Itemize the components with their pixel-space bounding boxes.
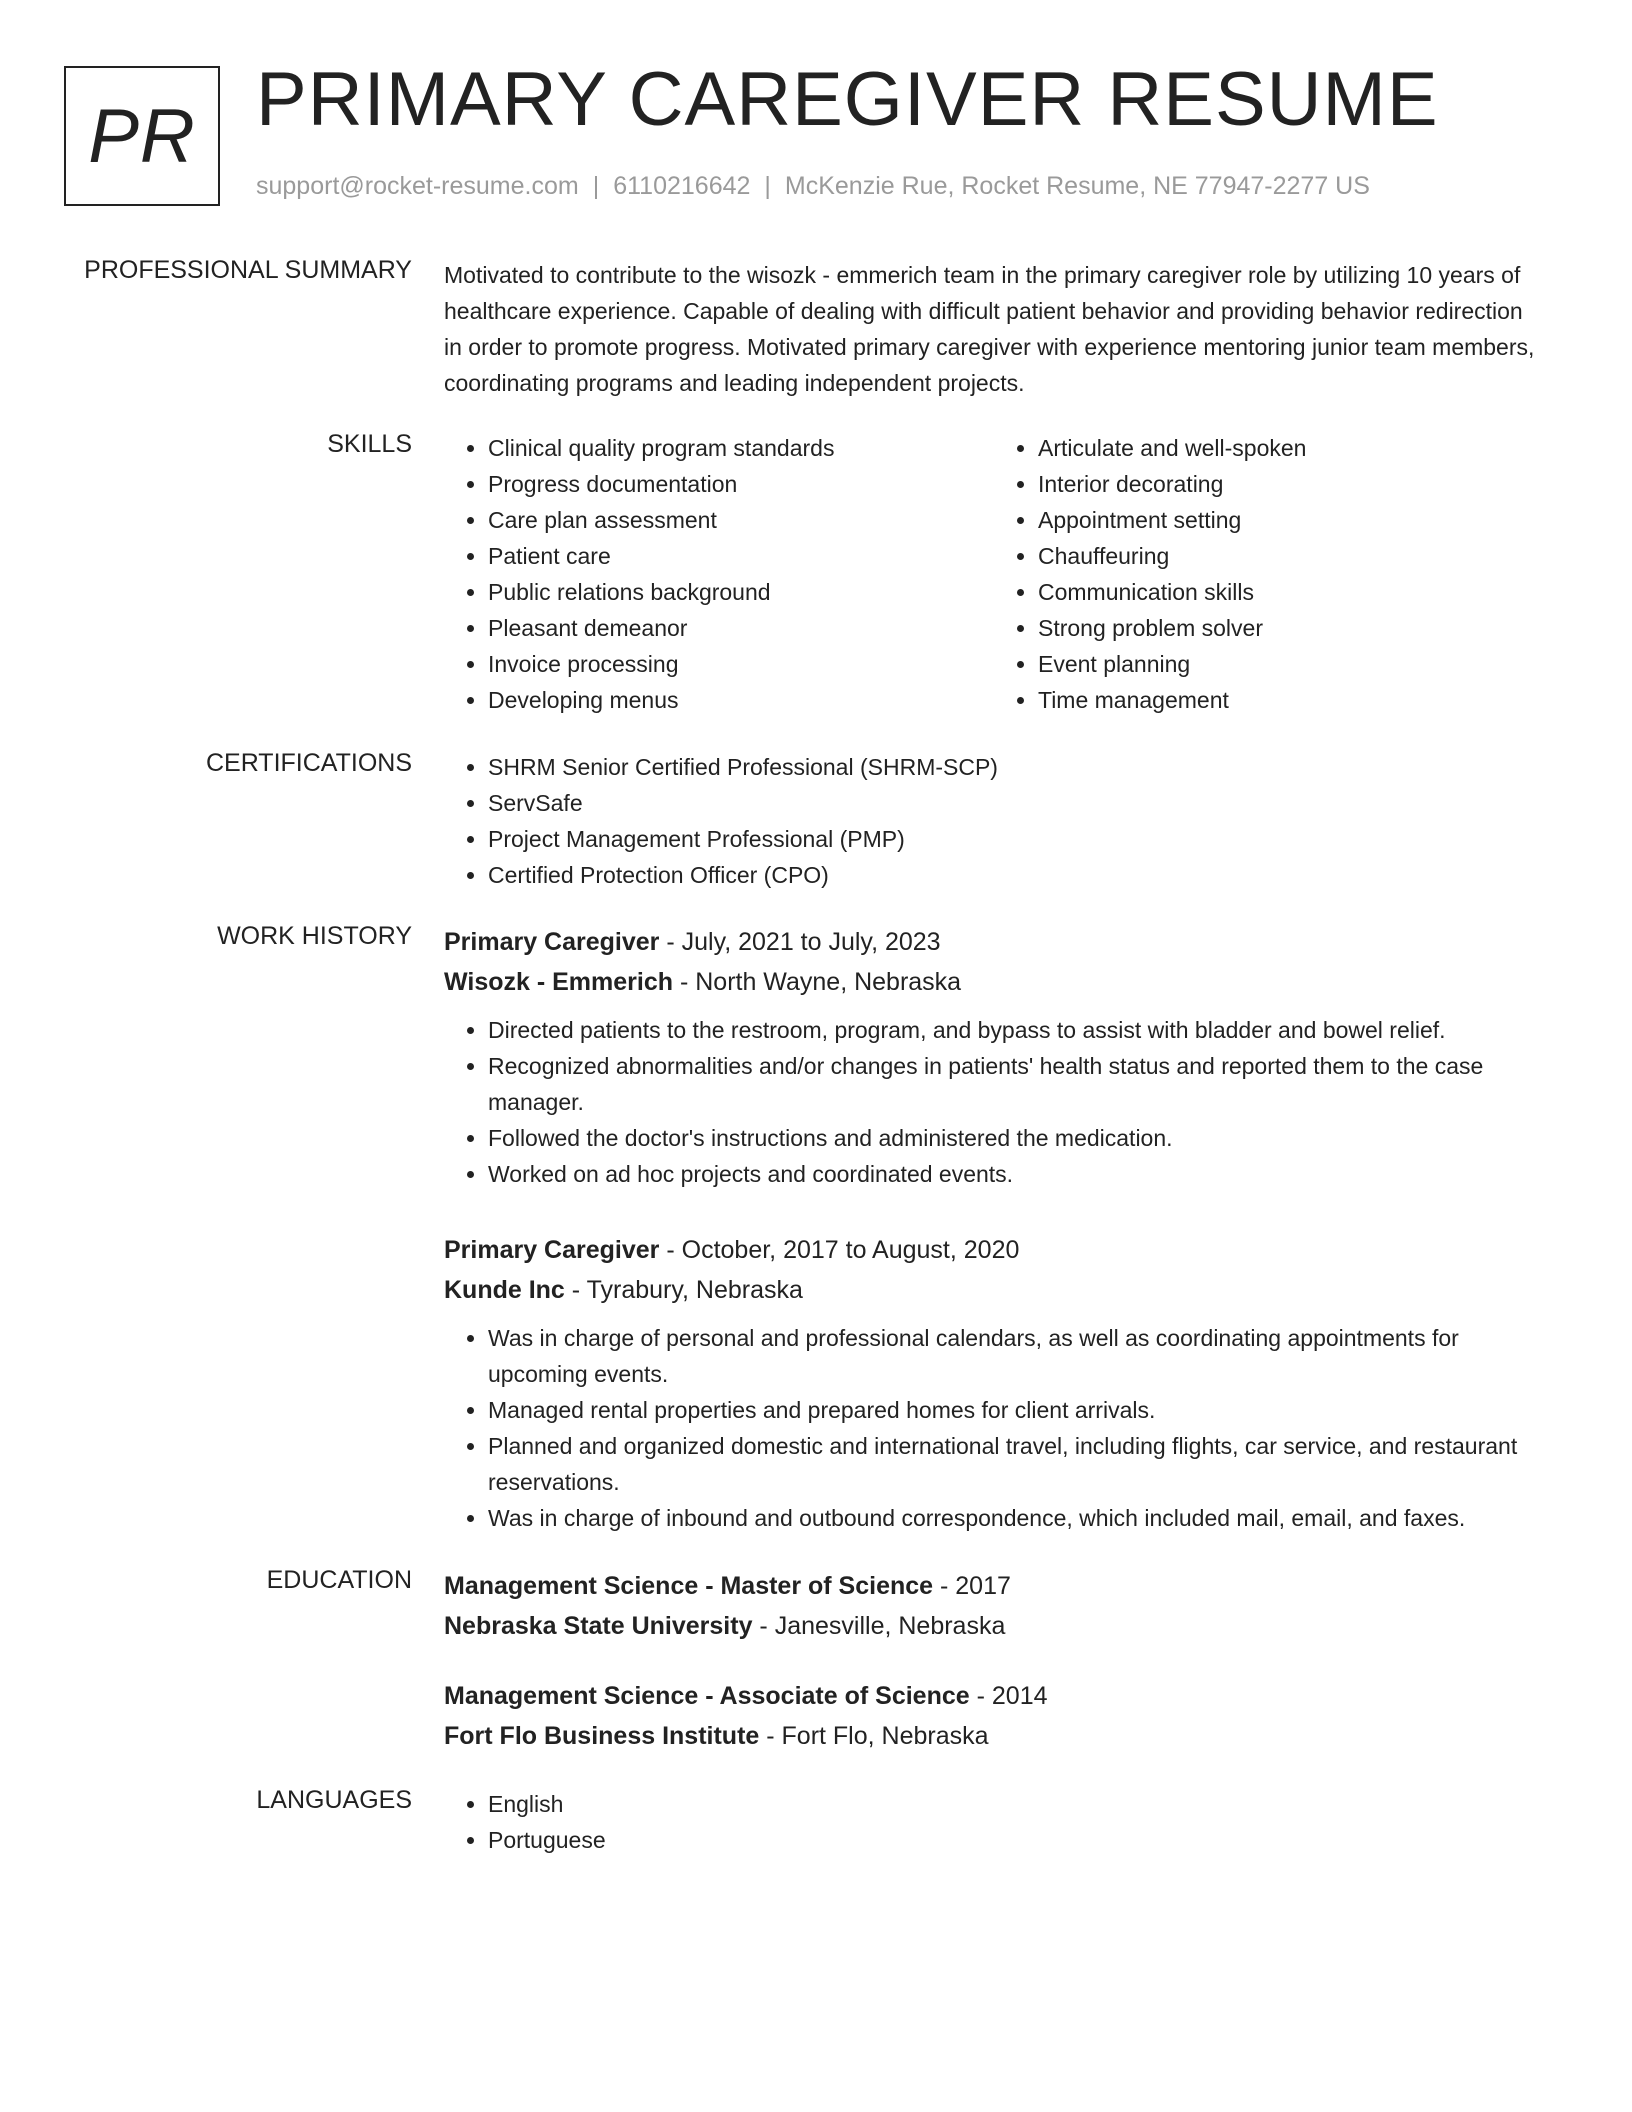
skill-item: • Pleasant demeanor [488, 610, 994, 646]
job-company-line [444, 962, 1544, 1002]
work-history-body [444, 922, 1544, 1574]
education-year: - 2014 [969, 1682, 1048, 1710]
certifications-body [444, 749, 1544, 893]
monogram-initials: PR [88, 93, 196, 179]
education-school-line [444, 1606, 1544, 1646]
job-bullet: • Followed the doctor's instructions and administered the medication. [488, 1120, 1544, 1156]
job-dates: - October, 2017 to August, 2020 [659, 1236, 1020, 1264]
skills-list-right [994, 430, 1544, 718]
skill-item: • Time management [1038, 682, 1544, 718]
job-bullet: • Was in charge of inbound and outbound correspondence, which included mail, email, and faxes. [488, 1500, 1544, 1536]
summary-text: Motivated to contribute to the wisozk - emmerich team in the primary caregiver role by utilizing 10 years of healthcare experience. Capable of dealing with difficult patient behavior and providing behavior redirection in order to promote progress. Motivated primary caregiver with experience mentoring junior team members, coordinating programs and leading independent projects. [444, 262, 1535, 396]
certification-item: • Project Management Professional (PMP) [488, 821, 1544, 857]
job-bullet: • Managed rental properties and prepared homes for client arrivals. [488, 1392, 1544, 1428]
job-bullet: • Was in charge of personal and professional calendars, as well as coordinating appointments for upcoming events. [488, 1320, 1544, 1392]
section-heading: PROFESSIONAL SUMMARY [84, 256, 412, 284]
skills-columns [444, 430, 1544, 718]
contact-separator: | [764, 172, 771, 200]
job-entry [444, 1230, 1544, 1536]
job-title: Primary Caregiver [444, 1236, 660, 1264]
languages-list [444, 1786, 1544, 1858]
job-company: Wisozk - Emmerich [444, 968, 674, 996]
job-bullets [444, 1012, 1544, 1192]
skill-item: • Strong problem solver [1038, 610, 1544, 646]
certifications-list [444, 749, 1544, 893]
languages-body [444, 1786, 1544, 1858]
section-heading: SKILLS [327, 430, 412, 458]
skill-item: • Articulate and well-spoken [1038, 430, 1544, 466]
education-degree-line [444, 1566, 1544, 1606]
monogram-box [64, 66, 220, 206]
job-bullet: • Recognized abnormalities and/or changes in patients' health status and reported them to the case manager. [488, 1048, 1544, 1120]
summary-body [444, 257, 1544, 401]
language-item: • Portuguese [488, 1822, 1544, 1858]
skill-item: • Appointment setting [1038, 502, 1544, 538]
skill-item: • Interior decorating [1038, 466, 1544, 502]
skill-item: • Care plan assessment [488, 502, 994, 538]
job-company: Kunde Inc [444, 1276, 565, 1304]
certification-item: • SHRM Senior Certified Professional (SHRM-SCP) [488, 749, 1544, 785]
education-school: Nebraska State University [444, 1612, 753, 1640]
job-bullet: • Planned and organized domestic and international travel, including flights, car service, and restaurant reservations. [488, 1428, 1544, 1500]
job-entry [444, 922, 1544, 1192]
section-heading: WORK HISTORY [217, 922, 412, 950]
skill-item: • Developing menus [488, 682, 994, 718]
job-bullet: • Directed patients to the restroom, program, and bypass to assist with bladder and bowel relief. [488, 1012, 1544, 1048]
skill-item: • Chauffeuring [1038, 538, 1544, 574]
job-title: Primary Caregiver [444, 928, 660, 956]
skill-item: • Event planning [1038, 646, 1544, 682]
section-heading: CERTIFICATIONS [205, 749, 412, 777]
certification-item: • Certified Protection Officer (CPO) [488, 857, 1544, 893]
education-body [444, 1566, 1544, 1786]
contact-email[interactable]: support@rocket-resume.com [256, 172, 579, 200]
education-location: - Janesville, Nebraska [752, 1612, 1006, 1640]
skill-item: • Clinical quality program standards [488, 430, 994, 466]
skill-item: • Patient care [488, 538, 994, 574]
education-year: - 2017 [933, 1572, 1011, 1600]
contact-phone[interactable]: 6110216642 [613, 172, 751, 200]
skill-item: • Public relations background [488, 574, 994, 610]
education-school-line [444, 1716, 1544, 1756]
skill-item: • Progress documentation [488, 466, 994, 502]
education-degree: Management Science - Associate of Science [444, 1682, 970, 1710]
section-heading: LANGUAGES [256, 1786, 412, 1814]
job-bullet: • Worked on ad hoc projects and coordinated events. [488, 1156, 1544, 1192]
job-title-line [444, 922, 1544, 962]
education-entry [444, 1566, 1544, 1646]
education-entry [444, 1676, 1544, 1756]
education-school: Fort Flo Business Institute [444, 1722, 760, 1750]
education-degree: Management Science - Master of Science [444, 1572, 934, 1600]
job-company-line [444, 1270, 1544, 1310]
skill-item: • Communication skills [1038, 574, 1544, 610]
job-bullets [444, 1320, 1544, 1536]
job-location: - North Wayne, Nebraska [673, 968, 962, 996]
education-degree-line [444, 1676, 1544, 1716]
section-heading: EDUCATION [266, 1566, 412, 1594]
job-location: - Tyrabury, Nebraska [564, 1276, 803, 1304]
language-item: • English [488, 1786, 1544, 1822]
certification-item: • ServSafe [488, 785, 1544, 821]
skills-list-left [444, 430, 994, 718]
contact-line [256, 172, 1370, 201]
skill-item: • Invoice processing [488, 646, 994, 682]
job-title-line [444, 1230, 1544, 1270]
contact-address: McKenzie Rue, Rocket Resume, NE 77947-2277 US [784, 172, 1370, 200]
job-dates: - July, 2021 to July, 2023 [659, 928, 941, 956]
contact-separator: | [592, 172, 600, 200]
education-location: - Fort Flo, Nebraska [759, 1722, 989, 1750]
resume-title: PRIMARY CAREGIVER RESUME [256, 57, 1439, 142]
